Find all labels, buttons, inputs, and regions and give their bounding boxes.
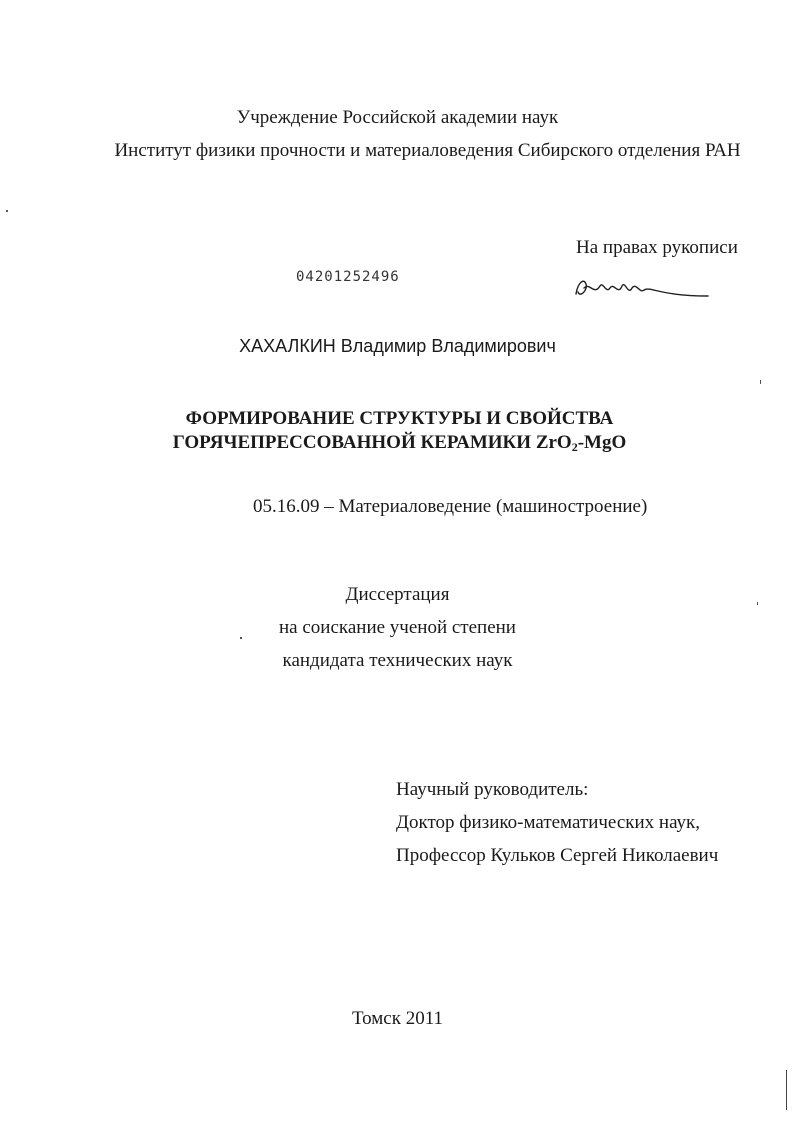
scan-speck [6, 210, 8, 212]
degree-line-2: на соискание ученой степени [279, 617, 516, 638]
institution-parent: Учреждение Российской академии наук [236, 107, 559, 128]
supervisor-name: Профессор Кульков Сергей Николаевич [396, 845, 719, 866]
registry-number: 04201252496 [296, 269, 400, 285]
rights-notice: На правах рукописи [576, 237, 738, 258]
scan-edge-mark [786, 1070, 787, 1110]
degree-line-3: кандидата технических наук [282, 650, 513, 671]
supervisor-degree: Доктор физико-математических наук, [396, 812, 701, 833]
scan-speck [757, 602, 758, 605]
scan-speck [240, 637, 242, 639]
thesis-title-line-1: ФОРМИРОВАНИЕ СТРУКТУРЫ И СВОЙСТВА [185, 408, 614, 429]
scan-speck [760, 380, 761, 384]
institution-name: Институт физики прочности и материаловедения Сибирского отделения РАН [114, 140, 741, 161]
specialty-code: 05.16.09 – Материаловедение (машиностроение) [253, 496, 648, 517]
thesis-title-line-2: ГОРЯЧЕПРЕССОВАННОЙ КЕРАМИКИ ZrO$_2$-MgO [172, 432, 627, 454]
author-name: ХАХАЛКИН Владимир Владимирович [239, 336, 556, 356]
signature [570, 272, 710, 306]
place-year: Томск 2011 [351, 1008, 444, 1029]
degree-line-1: Диссертация [345, 584, 450, 605]
supervisor-label: Научный руководитель: [396, 779, 589, 800]
